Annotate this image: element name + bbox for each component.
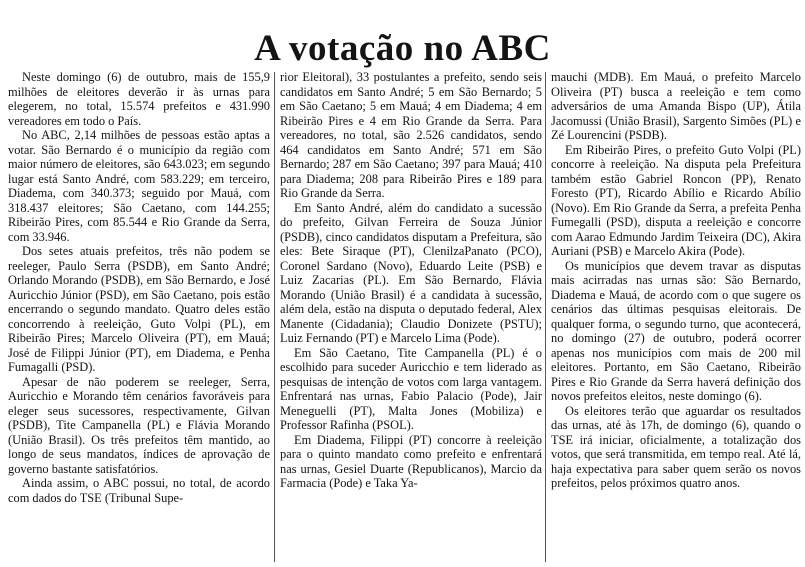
column-divider — [274, 72, 275, 562]
paragraph: No ABC, 2,14 milhões de pessoas estão aptas a votar. São Bernardo é o município da região com maior número de eleitores, são 643.023; em segundo lugar está Santo André, com 583.229; em terceiro, Diadema, com 340.373; seguido por Mauá, com 318.437 eleitores; São Caetano, com 144.255; Ribeirão Pires, com 85.544 e Rio Grande da Serra, com 33.946. — [8, 128, 270, 244]
article-column-3 — [551, 70, 801, 491]
paragraph: Em São Caetano, Tite Campanella (PL) é o escolhido para suceder Auricchio e tem liderado as pesquisas de intenção de votos com larga vantagem. Enfrentará nas urnas, Fabio Palacio (Pode), Jair Meneguelli (PT), Malta Jones (Mobiliza) e Professor Rafinha (PSOL). — [280, 345, 542, 432]
paragraph: Apesar de não poderem se reeleger, Serra, Auricchio e Morando têm cenários favoráveis para eleger seus sucessores, respectivamente, Gilvan (PSDB), Tite Campanella (PL) e Flávia Morando (União Brasil). Os três prefeitos têm mantido, ao longo de seus mandatos, índices de aprovação de governo bastante satisfatórios. — [8, 374, 270, 476]
paragraph: rior Eleitoral), 33 postulantes a prefeito, sendo seis candidatos em Santo André; 5 em São Bernardo; 5 em São Caetano; 5 em Mauá; 4 em Diadema; 4 em Ribeirão Pires e 4 em Rio Grande da Serra. Para vereadores, no total, são 2.526 candidatos, sendo 464 candidatos em Santo André; 571 em São Bernardo; 287 em São Caetano; 397 para Mauá; 410 para Diadema; 208 para Ribeirão Pires e 189 para Rio Grande da Serra. — [280, 70, 542, 200]
paragraph: Dos setes atuais prefeitos, três não podem se reeleger, Paulo Serra (PSDB), em Santo André; Orlando Morando (PSDB), em São Bernardo, e José Auricchio Júnior (PSD), em São Caetano, pois estão encerrando o segundo mandato. Quatro deles estão concorrendo à reeleição, Guto Volpi (PL), em Ribeirão Pires; Marcelo Oliveira (PT), em Mauá; José de Filippi Júnior (PT), em Diadema, e Penha Fumagalli (PSD). — [8, 244, 270, 374]
headline: A votação no ABC — [254, 27, 551, 69]
article-column-1 — [8, 70, 270, 505]
paragraph: Os eleitores terão que aguardar os resultados das urnas, até às 17h, de domingo (6), quando o TSE irá iniciar, oficialmente, a totalização dos votos, que será transmitida, em tempo real. Até lá, haja expectativa para saber quem serão os novos prefeitos, pelos próximos quatro anos. — [551, 403, 801, 490]
article-column-2 — [280, 70, 542, 491]
paragraph: Em Ribeirão Pires, o prefeito Guto Volpi (PL) concorre à reeleição. Na disputa pela Prefeitura também estão Gabriel Roncon (PP), Renato Foresto (PT), Ricardo Abílio e Ricardo Abílio (Novo). Em Rio Grande da Serra, a prefeita Penha Fumegalli (PSD), disputa a reeleição e concorre com Aarao Edmundo Jardim Teixeira (DC), Akira Auriani (PSB) e Marcelo Akira (Pode). — [551, 142, 801, 258]
paragraph: mauchi (MDB). Em Mauá, o prefeito Marcelo Oliveira (PT) busca a reeleição e tem como adversários de uma Amanda Bispo (UP), Átila Jacomussi (União Brasil), Sargento Simões (PL) e Zé Lourencini (PSDB). — [551, 70, 801, 142]
paragraph: Em Diadema, Filippi (PT) concorre à reeleição para o quinto mandato como prefeito e enfrentará nas urnas, Gesiel Duarte (Republicanos), Marcio da Farmacia (Pode) e Taka Ya- — [280, 432, 542, 490]
column-divider — [545, 72, 546, 562]
paragraph: Ainda assim, o ABC possui, no total, de acordo com dados do TSE (Tribunal Supe- — [8, 476, 270, 505]
paragraph: Em Santo André, além do candidato a sucessão do prefeito, Gilvan Ferreira de Souza Júnior (PSDB), cinco candidatos disputam a Prefeitura, são eles: Bete Siraque (PT), ClenilzaPanato (PCO), Coronel Sardano (Novo), Eduardo Leite (PSB) e Luiz Zacarias (PL). Em São Bernardo, Flávia Morando (União Brasil) é a candidata à sucessão, além dela, estão na disputa o deputado federal, Alex Manente (Cidadania); Claudio Donizete (PSTU); Luiz Fernando (PT) e Marcelo Lima (Pode). — [280, 200, 542, 345]
paragraph: Os municípios que devem travar as disputas mais acirradas nas urnas são: São Bernardo, Diadema e Mauá, de acordo com o que sugere os cenários das últimas pesquisas eleitorais. De qualquer forma, o segundo turno, que acontecerá, no domingo (27) de outubro, poderá ocorrer apenas nos municípios com mais de 200 mil eleitores. Portanto, em São Caetano, Ribeirão Pires e Rio Grande da Serra haverá definição dos novos prefeitos eleitos, neste domingo (6). — [551, 258, 801, 403]
paragraph: Neste domingo (6) de outubro, mais de 155,9 milhões de eleitores deverão ir às urnas para elegerem, no total, 15.574 prefeitos e 431.990 vereadores em todo o País. — [8, 70, 270, 128]
